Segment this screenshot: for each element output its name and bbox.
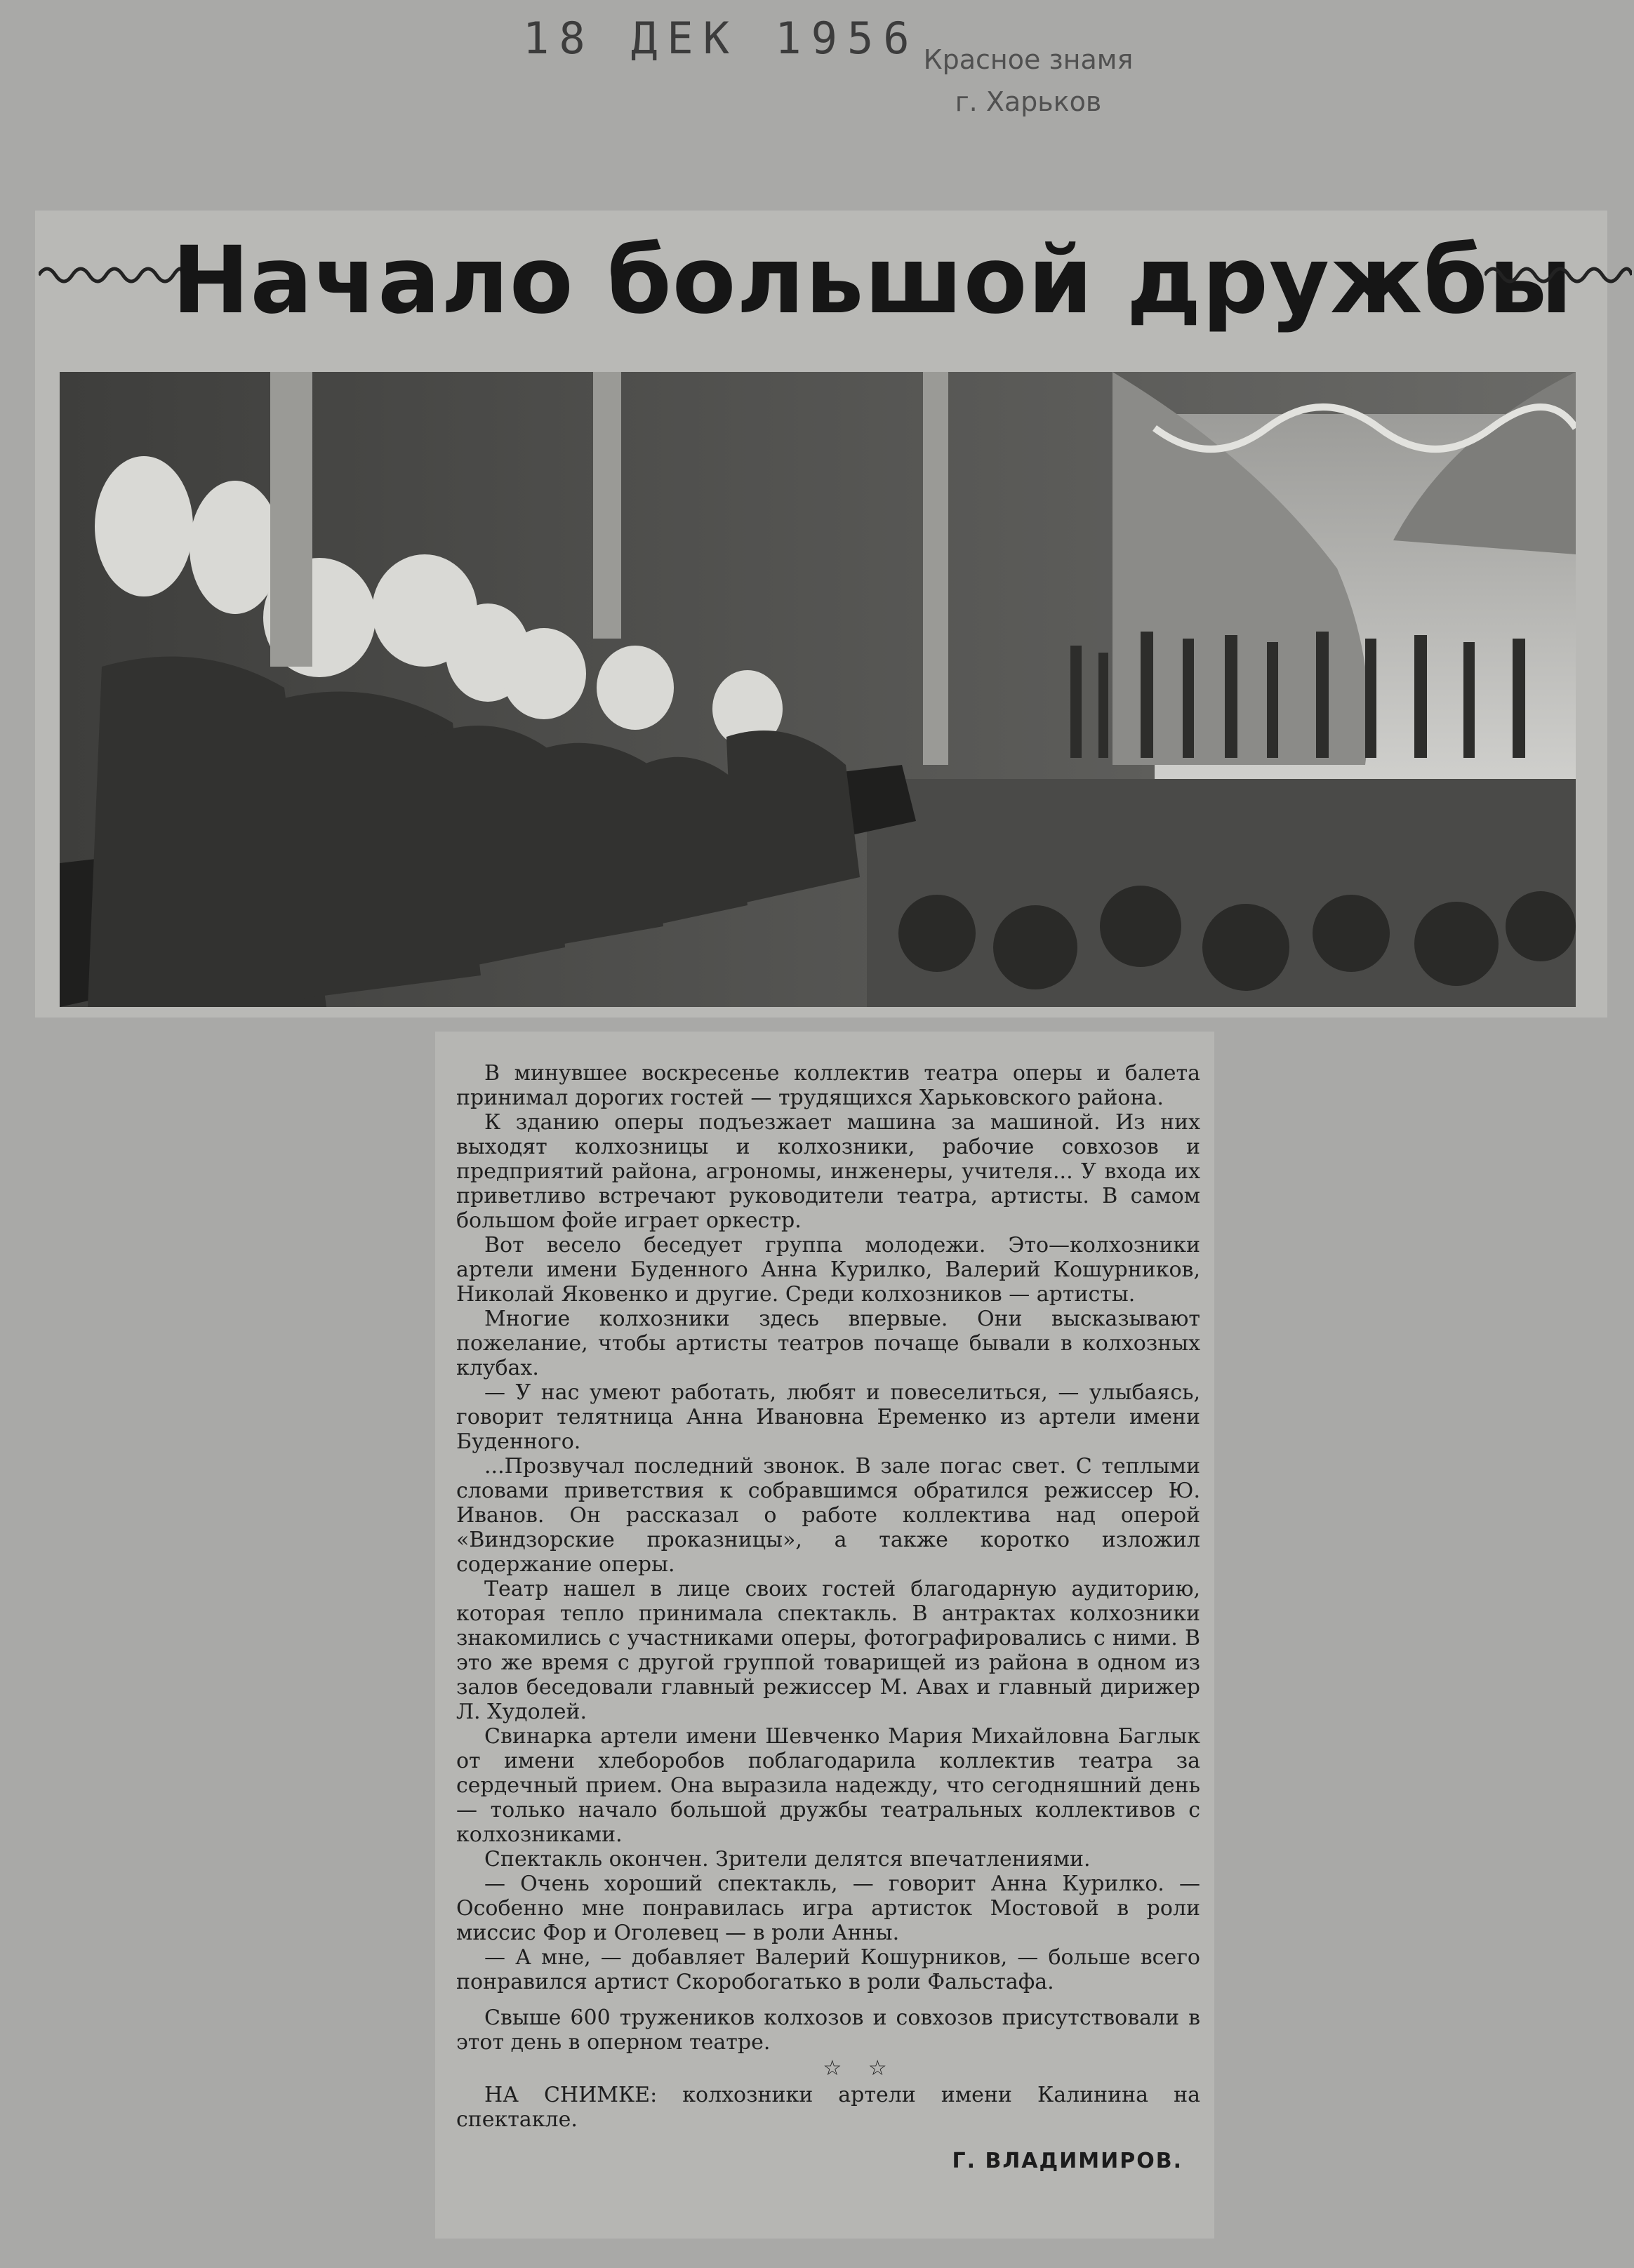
theatre-audience-photo bbox=[60, 372, 1576, 1007]
article-paragraph: — Очень хороший спектакль, — говорит Анна Курилко. — Особенно мне понравилась игра артисток Мостовой в роли миссис Фор и Оголевец — в роли Анны. bbox=[456, 1872, 1200, 1945]
article-paragraph: Свинарка артели имени Шевченко Мария Михайловна Баглык от имени хлеборобов поблагодарила коллектив театра за сердечный прием. Она выразила надежду, что сегодняшний день — только начало большой дружбы театральных коллективов с колхозниками. bbox=[456, 1724, 1200, 1847]
article-paragraph: Спектакль окончен. Зрители делятся впечатлениями. bbox=[484, 1847, 1091, 1872]
photo-caption: НА СНИМКЕ: колхозники артели имени Калинина на спектакле. bbox=[456, 2083, 1200, 2132]
newspaper-stamp bbox=[895, 39, 1162, 123]
date-stamp: 18 ДЕК 1956 bbox=[523, 13, 919, 64]
author-signature: Г. ВЛАДИМИРОВ. bbox=[952, 2149, 1183, 2173]
article-photo bbox=[60, 372, 1576, 1007]
article-headline: Начало большой дружбы bbox=[172, 227, 1573, 335]
squiggle-ornament-left bbox=[39, 260, 182, 288]
article-body bbox=[456, 1061, 1200, 2175]
article-paragraph: Многие колхозники здесь впервые. Они высказывают пожелание, чтобы артисты театров почаще бывали в колхозных клубах. bbox=[456, 1307, 1200, 1380]
squiggle-ornament-right bbox=[1484, 260, 1632, 288]
article-paragraph: — У нас умеют работать, любят и повеселиться, — улыбаясь, говорит телятница Анна Ивановна Еременко из артели имени Буденного. bbox=[456, 1380, 1200, 1454]
article-paragraph: ...Прозвучал последний звонок. В зале погас свет. С теплыми словами приветствия к собравшимся обратился режиссер Ю. Иванов. Он рассказал о работе коллектива над оперой «Виндзорские проказницы», а также коротко изложил содержание оперы. bbox=[456, 1454, 1200, 1577]
article-paragraph: К зданию оперы подъезжает машина за машиной. Из них выходят колхозницы и колхозники, рабочие совхозов и предприятий района, агрономы, инженеры, учителя... У входа их приветливо встречают руководители театра, артисты. В самом большом фойе играет оркестр. bbox=[456, 1110, 1200, 1233]
article-paragraph: Вот весело беседует группа молодежи. Это—колхозники артели имени Буденного Анна Курилко, Валерий Кошурников, Николай Яковенко и другие. Среди колхозников — артисты. bbox=[456, 1233, 1200, 1307]
article-paragraph: Театр нашел в лице своих гостей благодарную аудиторию, которая тепло принимала спектакль. В антрактах колхозники знакомились с участниками оперы, фотографировались с ними. В это же время с другой группой товарищей из района в одном из залов беседовали главный режиссер М. Авах и главный дирижер Л. Худолей. bbox=[456, 1577, 1200, 1724]
headline-row bbox=[35, 228, 1607, 333]
article-paragraph: — А мне, — добавляет Валерий Кошурников, — больше всего понравился артист Скоробогатько в роли Фальстафа. bbox=[456, 1945, 1200, 1994]
newspaper-city: г. Харьков bbox=[955, 86, 1102, 117]
star-separator: ☆ ☆ bbox=[823, 2056, 897, 2081]
newspaper-name: Красное знамя bbox=[923, 44, 1134, 75]
article-closing-paragraph: Свыше 600 тружеников колхозов и совхозов присутствовали в этот день в оперном театре. bbox=[456, 2006, 1200, 2055]
article-paragraph: В минувшее воскресенье коллектив театра оперы и балета принимал дорогих гостей — трудящихся Харьковского района. bbox=[456, 1061, 1200, 1110]
